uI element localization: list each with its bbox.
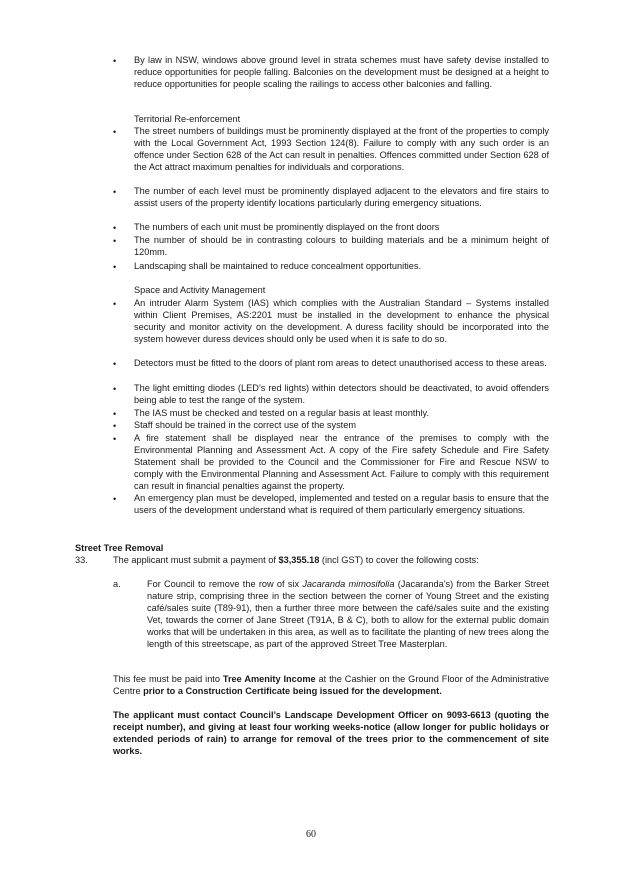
bullet-symbol: • — [113, 409, 117, 419]
bullet-text: The street numbers of buildings must be prominently displayed at the front of the properties to comply with the Local Government Act, 1993 Section 124(8). Failure to comply with any such order is an offence under Section 628 of the Act can result in penalties. Offences committed under Section 628 of the Act attract maximum penalties for individuals and corporations. — [134, 126, 549, 172]
bullet-symbol: • — [113, 262, 117, 272]
section-heading-street-tree: Street Tree Removal — [75, 543, 164, 553]
bullet-symbol: • — [113, 384, 117, 394]
section-heading-territorial: Territorial Re-enforcement — [134, 114, 241, 124]
fee-deadline: prior to a Construction Certificate being issued for the development. — [143, 686, 442, 696]
bullet-symbol: • — [113, 494, 117, 504]
bullet-text: The numbers of each unit must be prominently displayed on the front doors — [134, 222, 440, 232]
intro-text-end: (incl GST) to cover the following costs: — [319, 555, 479, 565]
contact-paragraph: The applicant must contact Council’s Landscape Development Officer on 9093-6613 (quoting the receipt number), and giving at least four working weeks-notice (allow longer for public holidays or extended periods of rain) to arrange for removal of the trees prior to the commencement of site works. — [113, 710, 549, 756]
payment-amount: $3,355.18 — [278, 555, 320, 565]
section-heading-space: Space and Activity Management — [134, 285, 266, 295]
bullet-text: An emergency plan must be developed, implemented and tested on a regular basis to ensure that the users of the development understand what is required of them particularly emergency situations. — [134, 493, 549, 515]
bullet-text: Staff should be trained in the correct use of the system — [134, 420, 356, 430]
bullet-symbol: • — [113, 127, 117, 137]
bullet-symbol: • — [113, 359, 117, 369]
bullet-text: The number of should be in contrasting colours to building materials and be a minimum height of 120mm. — [134, 235, 549, 257]
species-name: Jacaranda mimosifolia — [302, 579, 395, 589]
bullet-text: An intruder Alarm System (IAS) which complies with the Australian Standard – Systems installed within Client Premises, AS:2201 must be installed in the development to enhance the physical security and monitor activity on the development. A duress facility should be incorporated into the system however duress devices should only be used when it is safe to do so. — [134, 298, 549, 344]
fee-paragraph — [113, 673, 549, 697]
bullet-text: The light emitting diodes (LED’s red lights) within detectors should be deactivated, to avoid offenders being able to test the range of the system. — [134, 383, 549, 405]
page-number: 60 — [306, 829, 316, 840]
item-text — [147, 578, 549, 650]
bullet-text: Detectors must be fitted to the doors of plant rom areas to detect unauthorised access to these areas. — [134, 358, 547, 368]
bullet-symbol: • — [113, 223, 117, 233]
item-text-start: For Council to remove the row of six — [147, 579, 303, 589]
bullet-symbol: • — [113, 299, 117, 309]
bullet-symbol: • — [113, 421, 117, 431]
bullet-text: The IAS must be checked and tested on a regular basis at least monthly. — [134, 408, 430, 418]
fee-text-c: at the Cashier on the Ground Floor of the Administrative Centre — [113, 674, 549, 696]
bullet-symbol: • — [113, 56, 117, 66]
condition-intro — [113, 554, 553, 566]
condition-number: 33. — [75, 555, 88, 565]
bullet-text: By law in NSW, windows above ground level in strata schemes must have safety devise installed to reduce opportunities for people falling. Balconies on the development must be designed at a height to reduce opportunities for people scaling the railings to access other balconies and falling. — [134, 55, 549, 89]
bullet-text: Landscaping shall be maintained to reduce concealment opportunities. — [134, 261, 422, 271]
bullet-symbol: • — [113, 187, 117, 197]
item-text-end: (Jacaranda’s) from the Barker Street nature strip, comprising three in the section between the corner of Young Street and the existing café/sales suite (T89-91), then a further three more between the café/sales suite and the existing Vet, towards the corner of Jane Street (T91A, B & C), both to allow for the external public domain works that will be undertaken in this area, as well as to facilitate the planting of new trees along the length of this streetscape, as part of the approved Street Tree Masterplan. — [147, 579, 549, 649]
fee-account: Tree Amenity Income — [222, 674, 316, 684]
bullet-symbol: • — [113, 236, 117, 246]
bullet-symbol: • — [113, 434, 117, 444]
item-label: a. — [113, 579, 121, 589]
intro-text: The applicant must submit a payment of — [113, 555, 279, 565]
fee-text-a: This fee must be paid into — [113, 674, 223, 684]
bullet-text: The number of each level must be prominently displayed adjacent to the elevators and fire stairs to assist users of the property identify locations particularly during emergency situations. — [134, 186, 549, 208]
bullet-text: A fire statement shall be displayed near the entrance of the premises to comply with the Environmental Planning and Assessment Act. A copy of the Fire safety Schedule and Fire Safety Statement shall be provided to the Council and the Commissioner for Fire and Rescue NSW to comply with the Environmental Planning and Assessment Act. Failure to comply with this requirement can result in financial penalties against the property. — [134, 433, 549, 491]
